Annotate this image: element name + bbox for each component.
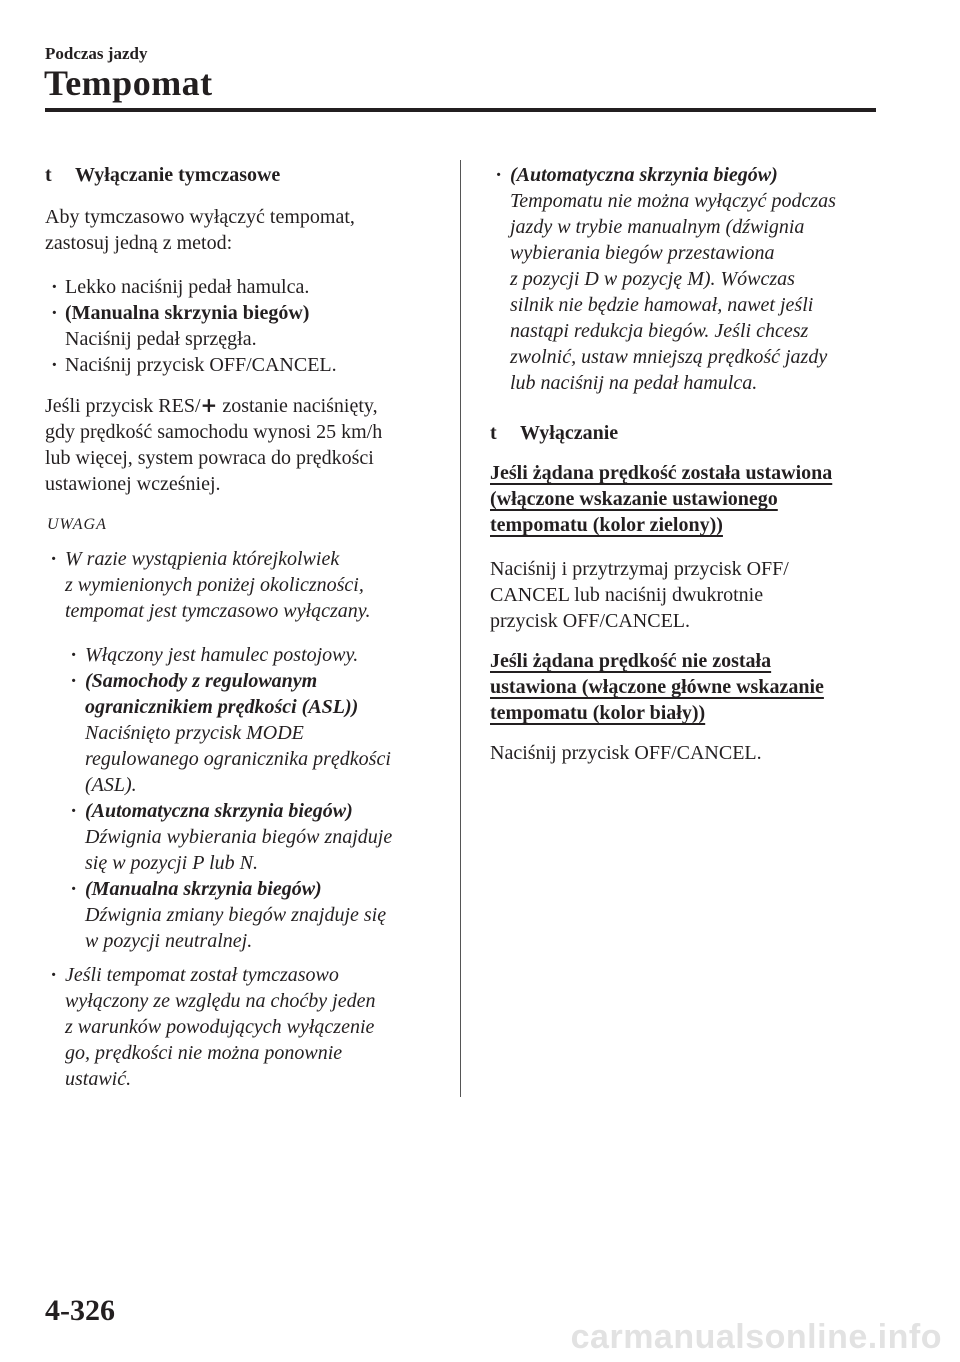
case-1-text: przycisk OFF/CANCEL. [490, 610, 690, 632]
subheading-text: Wyłączanie [520, 422, 619, 444]
auto-note-line: lub naciśnij na pedał hamulca. [510, 372, 758, 394]
auto-note-line: jazdy w trybie manualnym (dźwignia [510, 216, 805, 238]
sub-bullet-asl-title: · (Samochody z regulowanym [45, 668, 465, 694]
sub-bullet-asl-line: Naciśnięto przycisk MODE [85, 722, 304, 744]
case-1-heading: (włączone wskazanie ustawionego [490, 488, 778, 510]
resume-line: lub więcej, system powraca do prędkości [45, 447, 374, 469]
note-label: UWAGA [47, 516, 107, 533]
intro-line: Aby tymczasowo wyłączyć tempomat, [45, 206, 355, 228]
case-1-heading: Jeśli żądana prędkość została ustawiona [490, 462, 833, 484]
heading-marker-icon: t [490, 422, 497, 444]
auto-note-line: wybierania biegów przestawiona [510, 242, 775, 264]
bullet-brake: · Lekko naciśnij pedał hamulca. [45, 274, 445, 300]
sub-bullet-manual-line: w pozycji neutralnej. [85, 930, 253, 952]
sub-bullet-manual-title: · (Manualna skrzynia biegów) [45, 876, 465, 902]
subheading-off [490, 418, 618, 448]
sub-bullet-asl-line: regulowanego ogranicznika prędkości [85, 748, 391, 770]
auto-note-line: nastąpi redukcja biegów. Jeśli chcesz [510, 320, 809, 342]
resume-line: ustawionej wcześniej. [45, 473, 221, 495]
resume-line: gdy prędkość samochodu wynosi 25 km/h [45, 421, 383, 443]
case-2-text: Naciśnij przycisk OFF/CANCEL. [490, 742, 762, 764]
bullet-manual-title: · (Manualna skrzynia biegów) [45, 300, 445, 326]
resume-text-b: zostanie naciśnięty, [217, 395, 378, 417]
watermark: carmanualsonline.info [570, 1318, 942, 1356]
case-1-heading: tempomatu (kolor zielony)) [490, 514, 723, 536]
case-2-heading: Jeśli żądana prędkość nie została [490, 650, 772, 672]
resume-paragraph [45, 392, 465, 419]
case-1-text: Naciśnij i przytrzymaj przycisk OFF/ [490, 558, 789, 580]
note-line: go, prędkości nie można ponownie [65, 1042, 343, 1064]
note-line: z warunków powodujących wyłączenie [65, 1016, 375, 1038]
sub-bullet-asl-title-2: ogranicznikiem prędkości (ASL)) [85, 696, 359, 718]
section-label: Podczas jazdy [45, 44, 148, 63]
intro-line: zastosuj jedną z metod: [45, 232, 233, 254]
note-bullet-1: · W razie wystąpienia którejkolwiek [45, 546, 465, 572]
bullet-off-cancel: · Naciśnij przycisk OFF/CANCEL. [45, 352, 445, 378]
sub-bullet-parking-brake: · Włączony jest hamulec postojowy. [45, 642, 465, 668]
note-line: ustawić. [65, 1068, 132, 1090]
heading-marker-icon: t [45, 164, 52, 186]
auto-note-line: z pozycji D w pozycję M). Wówczas [510, 268, 795, 290]
chapter-title: Tempomat [44, 63, 213, 103]
sub-bullet-auto-title: · (Automatyczna skrzynia biegów) [45, 798, 465, 824]
note-bullet-2: · Jeśli tempomat został tymczasowo [45, 962, 465, 988]
sub-bullet-auto-line: Dźwignia wybierania biegów znajduje [85, 826, 393, 848]
page-number: 4-326 [45, 1294, 115, 1327]
note-line: tempomat jest tymczasowo wyłączany. [65, 600, 371, 622]
auto-note-line: silnik nie będzie hamował, nawet jeśli [510, 294, 814, 316]
auto-note-line: zwolnić, ustaw mniejszą prędkość jazdy [510, 346, 828, 368]
auto-note-line: Tempomatu nie można wyłączyć podczas [510, 190, 836, 212]
note-line: z wymienionych poniżej okoliczności, [65, 574, 364, 596]
subheading-text: Wyłączanie tymczasowe [75, 164, 281, 186]
left-column [45, 160, 445, 1090]
column-divider [460, 160, 461, 1097]
plus-icon: + [200, 393, 218, 417]
case-2-heading: tempomatu (kolor biały)) [490, 702, 706, 724]
sub-bullet-manual-line: Dźwignia zmiany biegów znajduje się [85, 904, 387, 926]
header-rule [45, 108, 876, 112]
case-2-heading: ustawiona (włączone główne wskazanie [490, 676, 824, 698]
bullet-manual-text: Naciśnij pedał sprzęgła. [65, 328, 257, 350]
note-line: wyłączony ze względu na choćby jeden [65, 990, 376, 1012]
resume-text-a: Jeśli przycisk RES/ [45, 395, 201, 417]
auto-note-title: · (Automatyczna skrzynia biegów) [490, 162, 890, 188]
sub-bullet-auto-line: się w pozycji P lub N. [85, 852, 258, 874]
subheading-temporary-off [45, 160, 445, 190]
sub-bullet-asl-line: (ASL). [85, 774, 137, 796]
case-1-text: CANCEL lub naciśnij dwukrotnie [490, 584, 764, 606]
